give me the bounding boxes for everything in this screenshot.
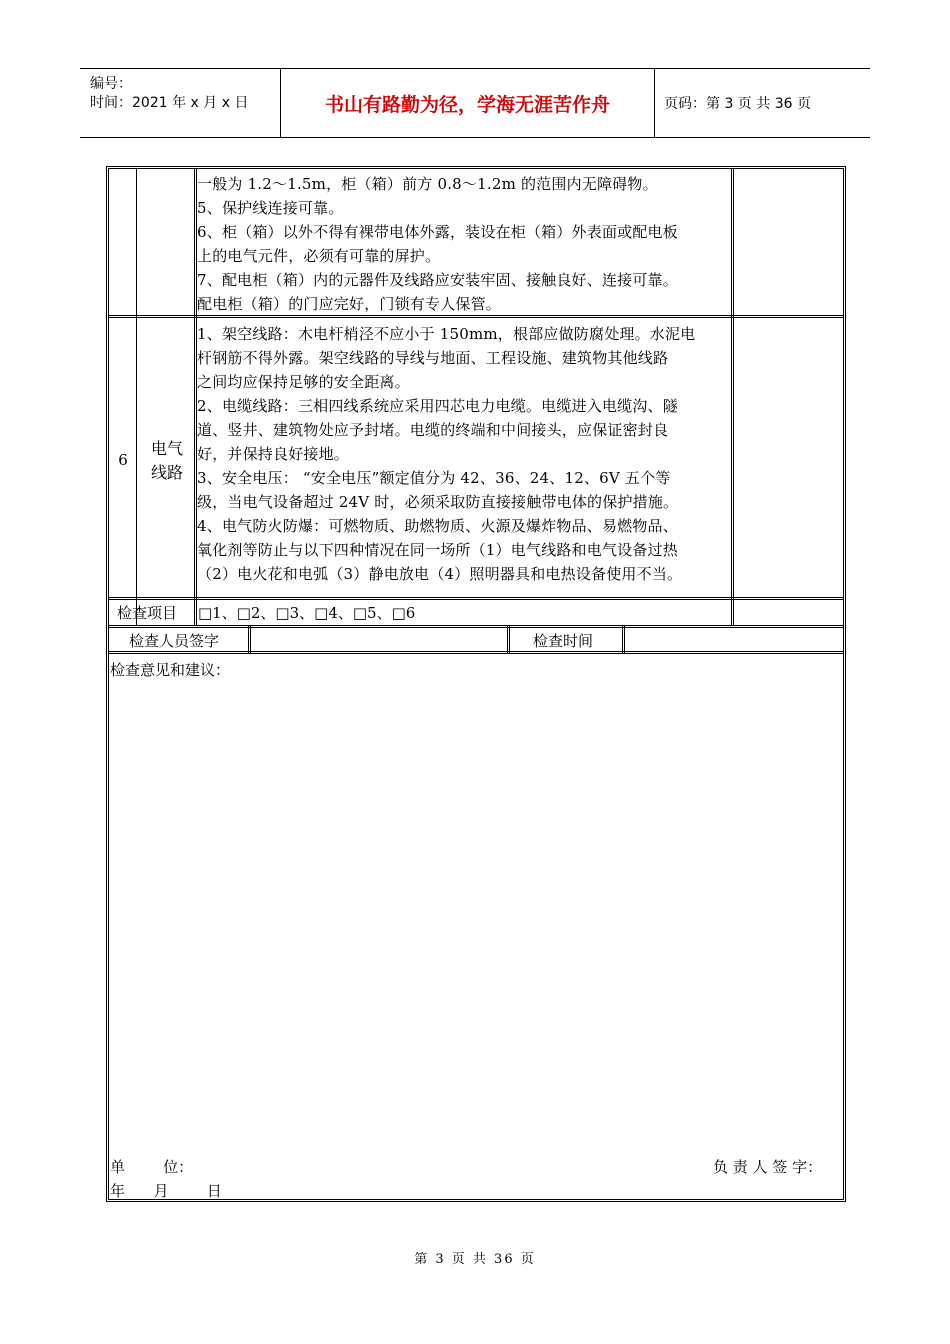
opinion-field[interactable]: [111, 679, 839, 1149]
date-label: 时间：2021 年 x 月 x 日: [90, 95, 249, 111]
section-prev-content: [197, 172, 733, 316]
motto: 书山有路勤为径，学海无涯苦作舟: [280, 69, 655, 137]
category-line: 线路: [150, 463, 183, 482]
section-prev-line: 配电柜（箱）的门应完好，门锁有专人保管。: [197, 295, 502, 313]
inspector-sign-label: 检查人员签字: [129, 632, 220, 650]
responsible-sign-label: 负 责 人 签 字：: [713, 1158, 823, 1176]
header-meta: [80, 69, 280, 137]
opinion-label: 检查意见和建议：: [110, 661, 231, 679]
page-header: [80, 68, 870, 138]
code-label: 编号：: [90, 76, 132, 92]
inspection-time-field[interactable]: [627, 630, 839, 650]
section6-line: 之间均应保持足够的安全距离。: [197, 373, 410, 391]
check-items-label: 检查项目: [117, 604, 178, 622]
inspection-table: [106, 166, 846, 1202]
category-line: 电气: [150, 439, 183, 458]
section6-line: 4、电气防火防爆：可燃物质、助燃物质、火源及爆炸物品、易燃物品、: [197, 517, 678, 535]
page-footer: 第 3 页 共 36 页: [414, 1252, 536, 1267]
section6-content: [197, 322, 733, 586]
section-number: 6: [118, 451, 128, 469]
section6-line: （2）电火花和电弧（3）静电放电（4）照明器具和电热设备使用不当。: [197, 565, 683, 583]
inspection-time-label: 检查时间: [533, 632, 594, 650]
inspector-sign-field[interactable]: [253, 630, 505, 650]
section6-line: 级，当电气设备超过 24V 时，必须采取防直接接触带电体的保护措施。: [197, 493, 679, 511]
section-category: [137, 437, 197, 485]
section6-line: 2、电缆线路：三相四线系统应采用四芯电力电缆。电缆进入电缆沟、隧: [197, 397, 678, 415]
section6-line: 杆钢筋不得外露。架空线路的导线与地面、工程设施、建筑物其他线路: [197, 349, 669, 367]
unit-label: 单 位：: [110, 1158, 194, 1176]
section-prev-line: 6、柜（箱）以外不得有裸带电体外露，装设在柜（箱）外表面或配电板: [197, 223, 678, 241]
section-prev-line: 5、保护线连接可靠。: [197, 199, 344, 217]
section6-line: 氧化剂等防止与以下四种情况在同一场所（1）电气线路和电气设备过热: [197, 541, 678, 559]
date-line: 年 月 日: [110, 1182, 222, 1200]
section-prev-line: 上的电气元件，必须有可靠的屏护。: [197, 247, 441, 265]
section6-line: 1、架空线路：木电杆梢泾不应小于 150mm，根部应做防腐处理。水泥电: [197, 325, 696, 343]
section6-line: 道、竖井、建筑物处应予封堵。电缆的终端和中间接头，应保证密封良: [197, 421, 669, 439]
section6-line: 3、安全电压： “安全电压”额定值分为 42、36、24、12、6V 五个等: [197, 469, 671, 487]
section-prev-line: 7、配电柜（箱）内的元器件及线路应安装牢固、接触良好、连接可靠。: [197, 271, 678, 289]
section6-line: 好，并保持良好接地。: [197, 445, 350, 463]
section-prev-line: 一般为 1.2～1.5m，柜（箱）前方 0.8～1.2m 的范围内无障碍物。: [197, 175, 658, 193]
check-items-options[interactable]: □1、□2、□3、□4、□5、□6: [198, 604, 416, 622]
page-info: 页码：第 3 页 共 36 页: [664, 96, 811, 112]
